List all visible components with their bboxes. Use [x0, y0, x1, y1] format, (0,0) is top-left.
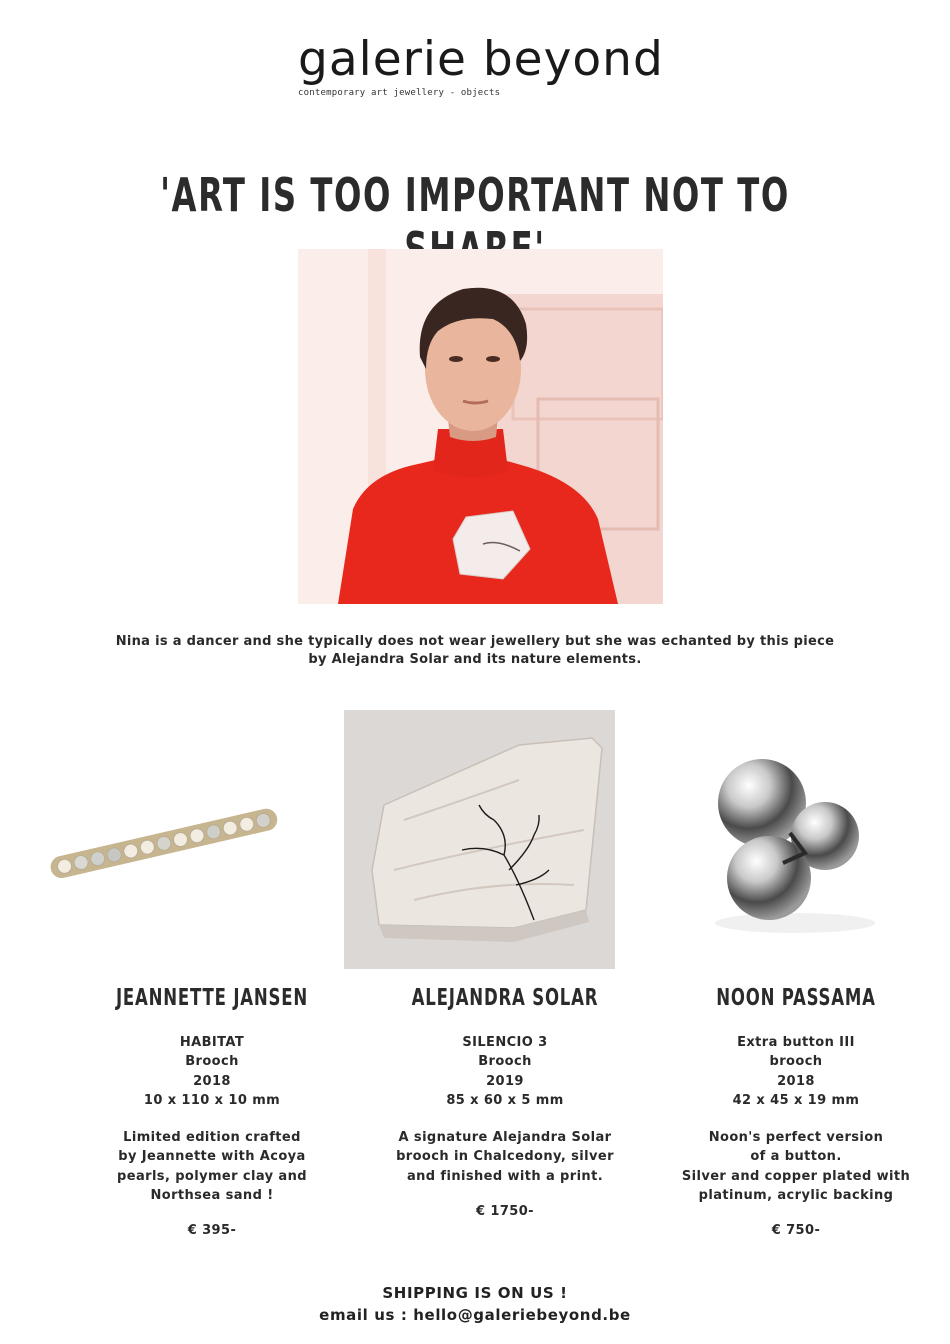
product-description — [82, 1128, 342, 1205]
product-description — [375, 1128, 635, 1186]
silencio-brooch-illustration — [344, 710, 615, 969]
caption-line-1: Nina is a dancer and she typically does not wear jewellery but she was echanted by this piece — [115, 634, 835, 649]
brand-name: galerie beyond — [298, 32, 664, 87]
desc-line: pearls, polymer clay and — [117, 1168, 307, 1184]
product-image-silencio[interactable] — [344, 710, 615, 969]
desc-line: brooch in Chalcedony, silver — [396, 1149, 614, 1165]
desc-line: Noon's perfect version — [708, 1130, 884, 1146]
product-image-extra-button[interactable] — [665, 713, 923, 971]
hero-illustration — [298, 249, 663, 604]
product-type: brooch — [769, 1054, 823, 1070]
brand-tagline: contemporary art jewellery - objects — [298, 88, 501, 98]
desc-line: Silver and copper plated with — [681, 1168, 911, 1184]
product-type: Brooch — [478, 1054, 532, 1070]
brand-logo[interactable] — [298, 34, 698, 98]
product-specs — [666, 1033, 926, 1110]
headline: 'ART IS TOO IMPORTANT NOT TO — [160, 168, 790, 222]
shipping-notice: SHIPPING IS ON US ! — [382, 1284, 568, 1302]
artist-name: JEANNETTE JANSEN — [115, 985, 309, 1011]
artist-name: ALEJANDRA SOLAR — [411, 985, 599, 1011]
product-price: € 395- — [187, 1223, 237, 1239]
desc-line: by Jeannette with Acoya — [118, 1149, 306, 1165]
product-title: HABITAT — [179, 1035, 245, 1050]
product-size: 85 x 60 x 5 mm — [446, 1092, 564, 1108]
product-specs — [82, 1033, 342, 1110]
desc-line: platinum, acrylic backing — [698, 1188, 894, 1204]
extra-button-illustration — [665, 713, 923, 971]
desc-line: of a button. — [750, 1149, 842, 1165]
product-year: 2019 — [486, 1073, 524, 1089]
email-prefix: email us : — [319, 1306, 414, 1324]
desc-line: Limited edition crafted — [123, 1130, 301, 1146]
product-size: 42 x 45 x 19 mm — [732, 1092, 860, 1108]
product-year: 2018 — [193, 1073, 231, 1089]
product-description — [666, 1128, 926, 1205]
desc-line: and finished with a print. — [406, 1168, 604, 1184]
artist-name: NOON PASSAMA — [716, 985, 876, 1011]
hero-caption — [0, 633, 950, 669]
hero-photo — [298, 249, 663, 604]
product-image-habitat[interactable] — [30, 713, 298, 971]
product-card-habitat — [82, 985, 342, 1238]
product-price: € 1750- — [476, 1204, 534, 1220]
footer — [0, 1282, 950, 1326]
product-title: Extra button III — [737, 1035, 855, 1050]
email-line — [0, 1304, 950, 1326]
desc-line: A signature Alejandra Solar — [398, 1130, 612, 1146]
desc-line: Northsea sand ! — [150, 1188, 274, 1204]
email-link[interactable]: hello@galeriebeyond.be — [413, 1306, 631, 1324]
product-size: 10 x 110 x 10 mm — [143, 1092, 281, 1108]
habitat-brooch-illustration — [30, 713, 298, 971]
product-price: € 750- — [771, 1223, 821, 1239]
product-card-silencio — [375, 985, 635, 1219]
product-card-extra-button — [666, 985, 926, 1238]
product-specs — [375, 1033, 635, 1110]
product-type: Brooch — [185, 1054, 239, 1070]
caption-line-2: by Alejandra Solar and its nature elements. — [308, 652, 642, 667]
product-year: 2018 — [777, 1073, 815, 1089]
product-title: SILENCIO 3 — [462, 1035, 548, 1050]
